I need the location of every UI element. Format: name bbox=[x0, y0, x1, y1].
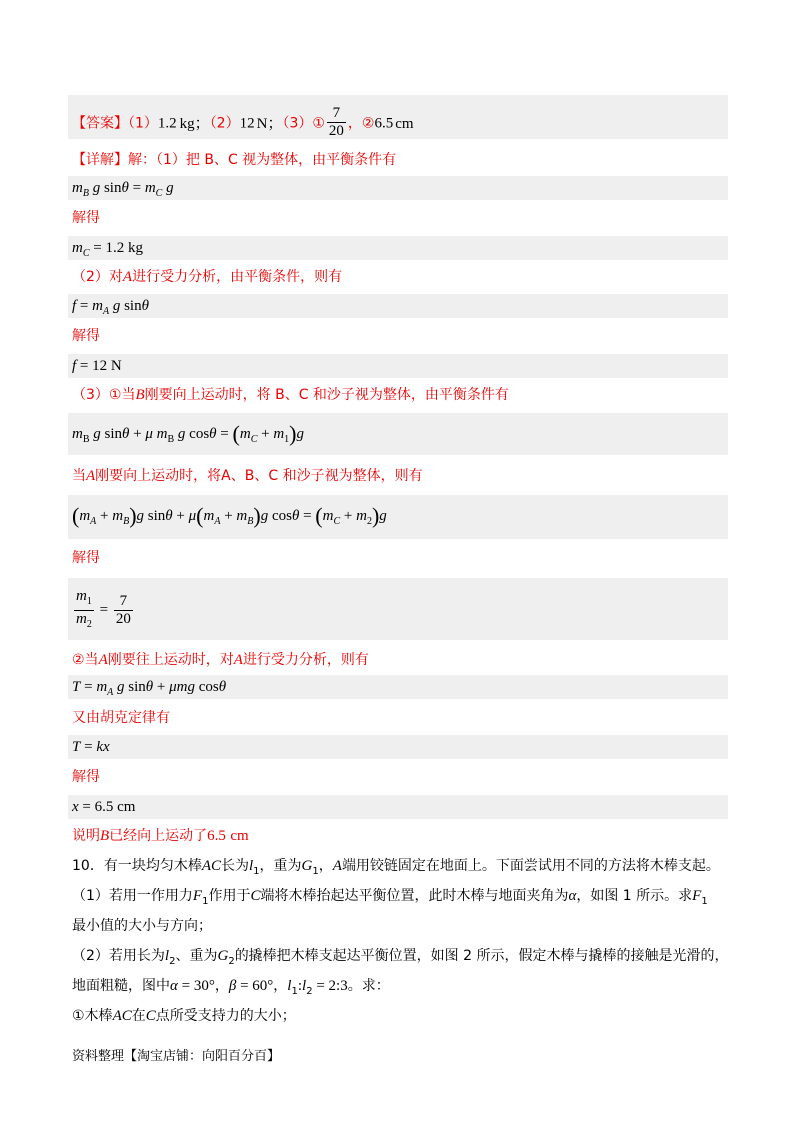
formula-band-9 bbox=[68, 735, 728, 759]
problem10-line3: 最小值的大小与方向； bbox=[72, 918, 212, 934]
answer-fraction: $\frac{7}{20}$ bbox=[328, 105, 344, 139]
formula-band-3 bbox=[68, 294, 728, 318]
circ2-text: ②当A刚要往上运动时，对A进行受力分析，则有 bbox=[72, 652, 369, 668]
footer-text: 资料整理【淘宝店铺：向阳百分百】 bbox=[72, 1049, 281, 1064]
detail-intro: 【详解】解：（1）把 B、C 视为整体，由平衡条件有 bbox=[72, 152, 397, 168]
solve-label-2: 解得 bbox=[72, 328, 100, 344]
solve-label-1: 解得 bbox=[72, 210, 100, 226]
equation-tension: $T = m_A$ g sinθ + μmg cosθ bbox=[72, 679, 227, 698]
equation-f2: f = 12 N bbox=[72, 358, 122, 374]
equation-x: x = 6.5 cm bbox=[72, 799, 136, 815]
equation-hooke: T = kx bbox=[72, 739, 110, 755]
formula-band-7 bbox=[68, 578, 728, 640]
solve-label-4: 解得 bbox=[72, 769, 100, 785]
equation-f1: $f = m_A$ g sinθ bbox=[72, 298, 149, 317]
when-a-text: 当A刚要向上运动时，将A、B、C 和沙子视为整体，则有 bbox=[72, 468, 423, 484]
problem10-line1: 10．有一块均匀木棒AC长为$l_1$，重为$G_1$，A端用铰链固定在地面上。下面尝试用不同的方法将木棒支起。 bbox=[72, 858, 720, 877]
formula-band-10 bbox=[68, 795, 728, 819]
equation-mc: $m_C = 1.2$ kg bbox=[72, 240, 143, 259]
detail-tag: 【详解】 bbox=[72, 152, 128, 168]
problem10-line6: ①木棒AC在C点所受支持力的大小； bbox=[72, 1008, 296, 1024]
solve-label-3: 解得 bbox=[72, 550, 100, 566]
answer-tag: 【答案】 bbox=[72, 115, 128, 132]
problem10-line5: 地面粗糙，图中α = 30°，β = 60°，$l_1:l_2$ = 2:3。求： bbox=[72, 978, 390, 997]
formula-band-4 bbox=[68, 354, 728, 378]
hooke-text: 又由胡克定律有 bbox=[72, 710, 170, 726]
formula-band-2 bbox=[68, 236, 728, 260]
equation-ratio: $\frac{m_1}{m_2}$ = $\frac{7}{20}$ bbox=[76, 588, 131, 630]
note-text: 说明B已经向上运动了6.5 cm bbox=[72, 828, 249, 844]
part3-text: （3）①当B刚要向上运动时，将 B、C 和沙子视为整体，由平衡条件有 bbox=[72, 387, 509, 403]
problem10-line4: （2）若用长为$l_2$、重为$G_2$的撬棒把木棒支起达平衡位置，如图 2 所示，假定木棒与撬棒的接触是光滑的， bbox=[72, 948, 729, 967]
equation-balance-b: $m_B$ g sinθ + μ $m_B$ g $\cos\theta = (m_C + m_1)g$ bbox=[72, 421, 304, 446]
equation-1: $m_B$ g $\sin\theta = m_C$ g bbox=[72, 180, 174, 199]
part2-text: （2）对A进行受力分析，由平衡条件，则有 bbox=[72, 269, 343, 285]
answer-line: 【答案】（1）1.2 kg；（2）12 N；（3）① $\frac{7}{20}$ ，②6.5 cm bbox=[72, 105, 414, 139]
problem10-line2: （1）若用一作用力$F_1$作用于C端将木棒抬起达平衡位置，此时木棒与地面夹角为α，如图 1 所示。求$F_1$ bbox=[72, 888, 708, 907]
equation-balance-a: $(m_A + m_B)g$ $\sin\theta + \mu(m_A + m_B)g$ $\cos\theta = (m_C + m_2)g$ bbox=[72, 503, 387, 528]
